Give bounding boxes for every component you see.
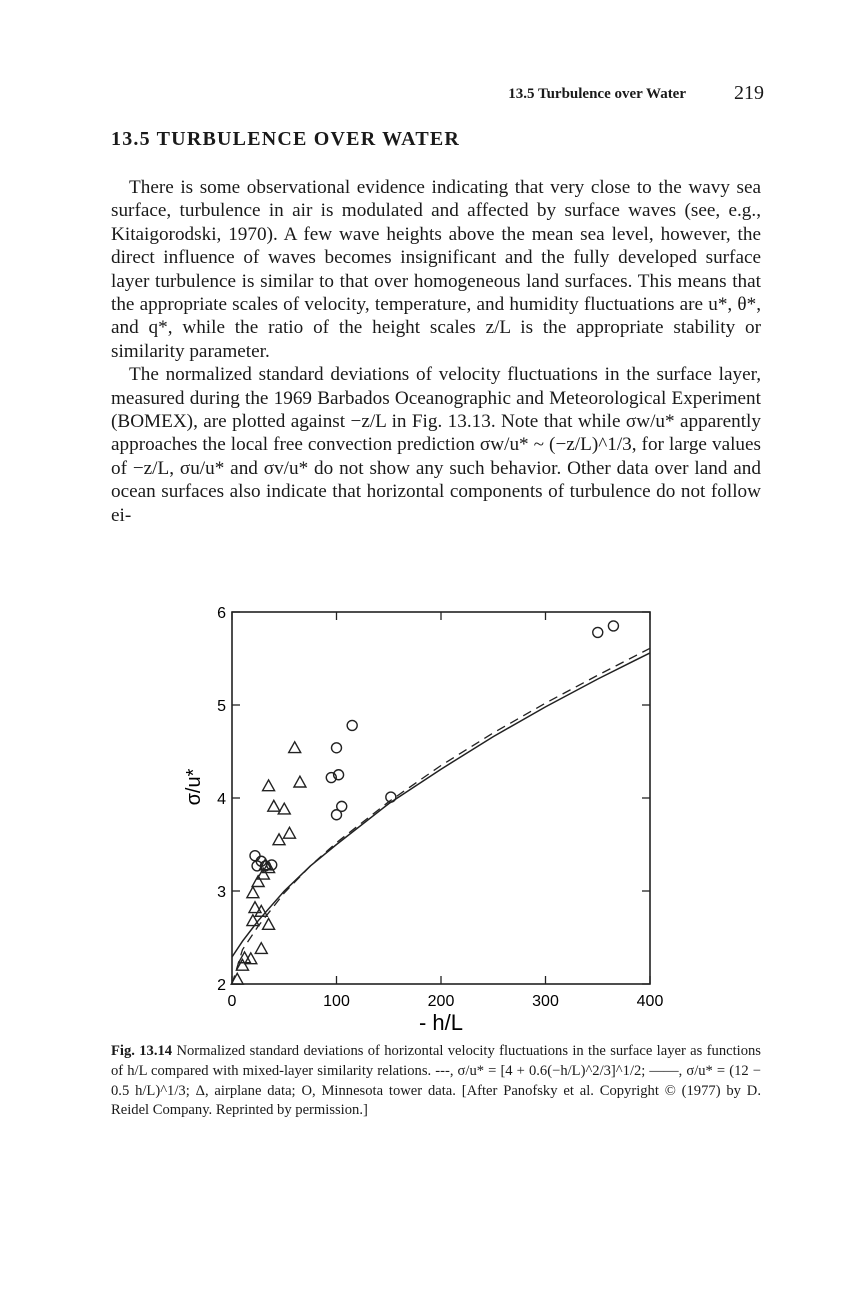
airplane-data-point [255, 905, 267, 916]
minnesota-tower-data-point [332, 810, 342, 820]
airplane-data-point [273, 834, 285, 845]
airplane-data-point [263, 780, 275, 791]
x-axis-label: - h/L [418, 1010, 464, 1035]
airplane-data-point [249, 902, 261, 913]
airplane-data-point [283, 827, 295, 838]
minnesota-tower-data-point [250, 851, 260, 861]
plot-frame [232, 612, 650, 984]
ticks [232, 612, 650, 984]
figure-13-14 [180, 598, 680, 1038]
y-tick-label: 4 [217, 791, 226, 808]
airplane-data-point [278, 803, 290, 814]
y-tick-label: 3 [217, 884, 226, 901]
x-tick-label: 0 [227, 993, 237, 1010]
body-text [111, 176, 761, 527]
caption-label: Fig. 13.14 [111, 1043, 173, 1059]
caption-text: Normalized standard deviations of horizontal velocity fluctuations in the surface layer as functions of h/L compared with mixed-layer similarity relations. ---, σ/u* = [4 + 0.6(−h/L)^2/3]^1/2; ——, σ/u* = (12 − 0.5 h/L)^1/3; Δ, airplane data; O, Minnesota tower data. [After Panofsky et al. Copyright © (1977) by D. Reidel Company. Reprinted by permission.] [111, 1043, 761, 1119]
y-tick-label: 5 [217, 698, 226, 715]
paragraph-2: The normalized standard deviations of velocity fluctuations in the surface layer, measured during the 1969 Barbados Oceanographic and Meteorological Experiment (BOMEX), are plotted against −z/L in Fig. 13.13. Note that while σw/u* apparently approaches the local free convection prediction σw/u* ~ (−z/L)^1/3, for large values of −z/L, σu/u* and σv/u* do not show any such behavior. Other data over land and ocean surfaces also indicate that horizontal components of turbulence do not follow ei- [111, 364, 761, 526]
page-header [0, 82, 864, 106]
minnesota-tower-data-point [608, 621, 618, 631]
airplane-data-point [289, 742, 301, 753]
airplane-data-point [255, 943, 267, 954]
x-tick-label: 300 [532, 993, 559, 1010]
minnesota-tower-data-point [347, 720, 357, 730]
y-tick-label: 2 [217, 977, 226, 994]
page-number: 219 [734, 82, 764, 104]
paragraph-1: There is some observational evidence indicating that very close to the wavy sea surface, turbulence in air is modulated and affected by surface waves (see, e.g., Kitaigorodski, 1970). A few wave heights above the mean sea level, however, the direct influence of waves becomes insignificant and the fully developed surface layer turbulence is similar to that over homogeneous land surfaces. This means that the appropriate scales of velocity, temperature, and humidity fluctuations are u*, θ*, and q*, while the ratio of the height scales z/L is the appropriate stability or similarity parameter. [111, 177, 761, 362]
chart [180, 598, 680, 1038]
x-tick-label: 100 [323, 993, 350, 1010]
minnesota-tower-data-point [332, 743, 342, 753]
solid-curve [232, 653, 650, 957]
section-heading: 13.5 TURBULENCE OVER WATER [111, 128, 461, 150]
airplane-data-point [294, 776, 306, 787]
x-tick-label: 200 [427, 993, 455, 1010]
figure-caption [111, 1042, 761, 1121]
x-tick-label: 400 [636, 993, 664, 1010]
airplane-data-point [263, 918, 275, 929]
airplane-data-point [268, 800, 280, 811]
minnesota-tower-data-point [593, 627, 603, 637]
markers [231, 621, 618, 984]
running-title: 13.5 Turbulence over Water [508, 86, 686, 102]
dashed-curve [232, 648, 650, 984]
y-axis-label: σ/u* [183, 768, 205, 806]
y-tick-label: 6 [217, 605, 226, 622]
airplane-data-point [247, 887, 259, 898]
tick-labels [217, 605, 663, 1010]
